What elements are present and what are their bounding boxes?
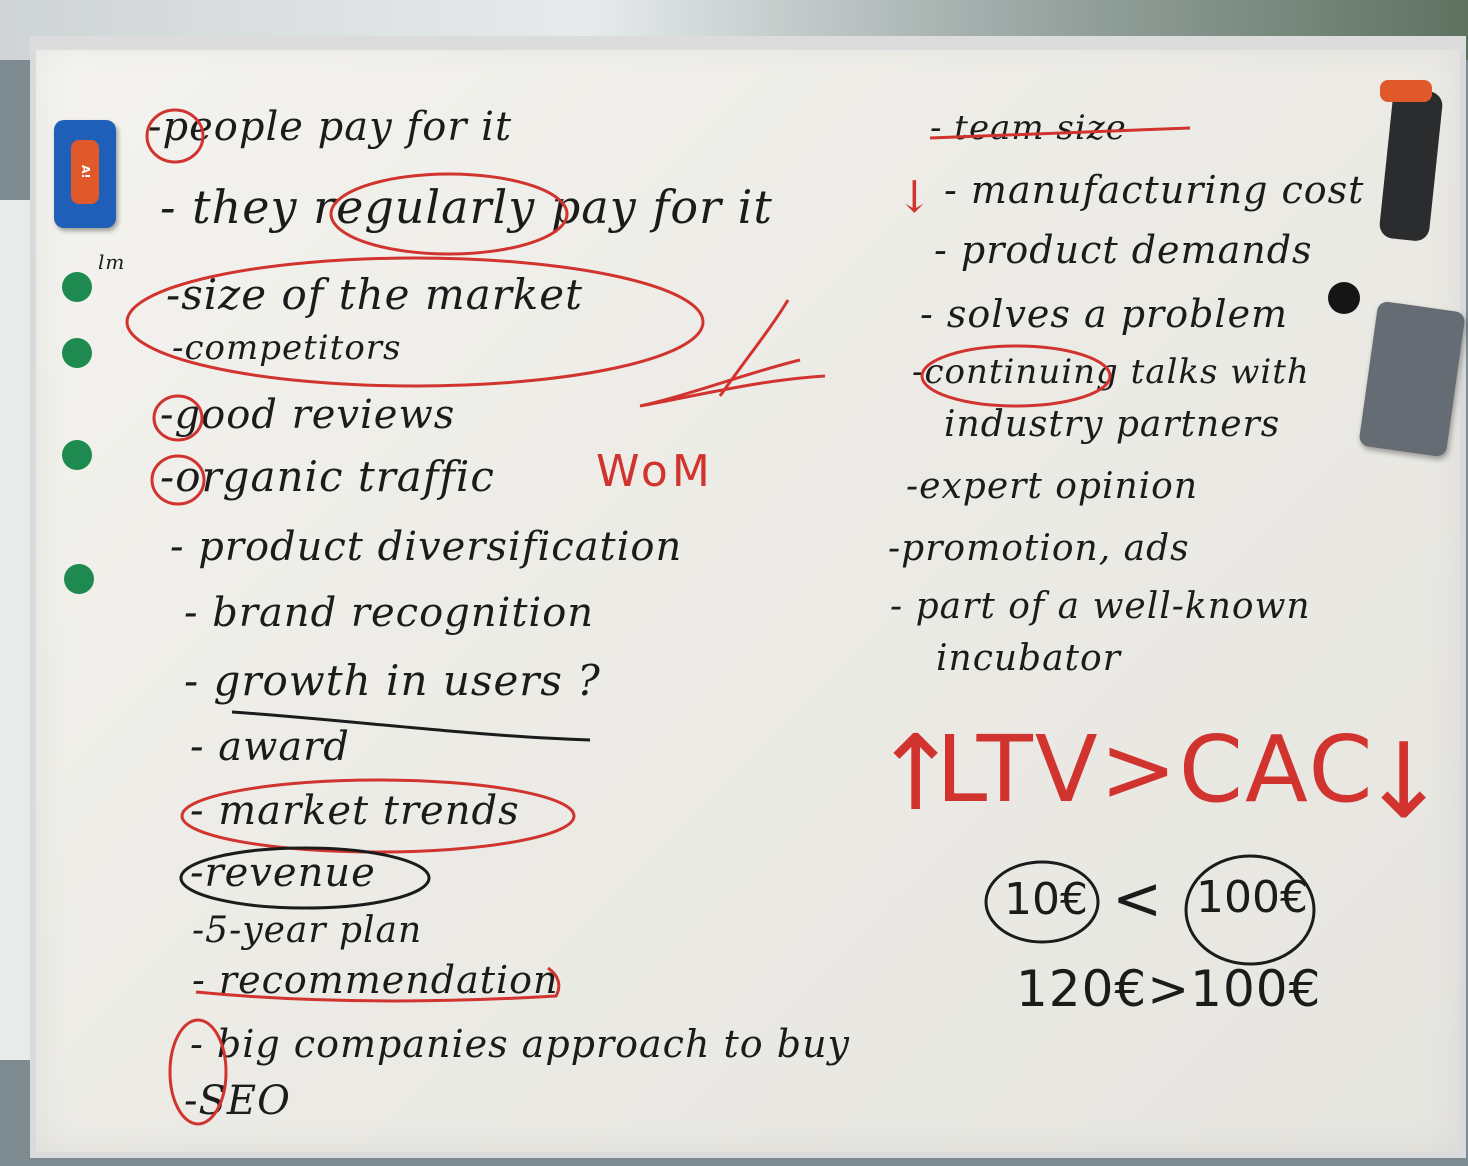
example-value-left: 10€ [1004,874,1088,925]
right-item: - product demands [934,228,1313,272]
black-magnet-icon[interactable] [1328,282,1360,314]
left-item: - they regularly pay for it [160,180,773,234]
left-item: -people pay for it [148,104,513,150]
right-item: - team size [930,108,1127,148]
stray-mark: lm [98,250,126,274]
right-item: - manufacturing cost [944,168,1365,212]
board-top-rail [30,36,1466,50]
manufacturing-arrow: ↓ [896,172,934,223]
left-item: - growth in users ? [184,656,601,705]
sticker-icon [1380,80,1432,102]
left-item: - award [190,724,350,770]
left-item: -good reviews [160,392,456,438]
left-item: -revenue [190,850,376,896]
green-magnet-icon[interactable] [62,338,92,368]
left-item: - brand recognition [184,590,595,636]
example-line-two: 120€>100€ [1016,960,1322,1018]
wom-note: WoM [596,446,714,497]
right-item: -promotion, ads [888,528,1190,569]
right-item: -continuing talks with [912,352,1310,392]
left-item: - market trends [190,788,520,834]
green-magnet-icon[interactable] [64,564,94,594]
left-item: - big companies approach to buy [190,1022,851,1066]
right-item: -expert opinion [906,466,1199,507]
left-item: -SEO [184,1078,291,1124]
eraser-brand-label: A! [71,140,99,204]
left-item: - product diversification [170,524,683,570]
left-item: -organic traffic [160,452,495,501]
green-magnet-icon[interactable] [62,272,92,302]
formula-down-arrow: ↓ [1360,720,1448,842]
left-item: - recommendation [192,958,559,1002]
green-magnet-icon[interactable] [62,440,92,470]
blue-eraser-icon[interactable] [54,120,116,228]
example-value-right: 100€ [1196,872,1308,923]
ltv-cac-formula: LTV>CAC [936,716,1375,823]
right-item: incubator [936,638,1121,679]
left-item: -competitors [172,328,402,368]
left-item: -size of the market [166,270,583,319]
example-operator: < [1112,864,1163,934]
right-item: - solves a problem [920,292,1289,336]
left-item: -5-year plan [192,910,423,951]
formula-up-arrow: ↑ [872,712,960,834]
right-item: industry partners [944,404,1281,445]
right-item: - part of a well-known [890,586,1311,627]
